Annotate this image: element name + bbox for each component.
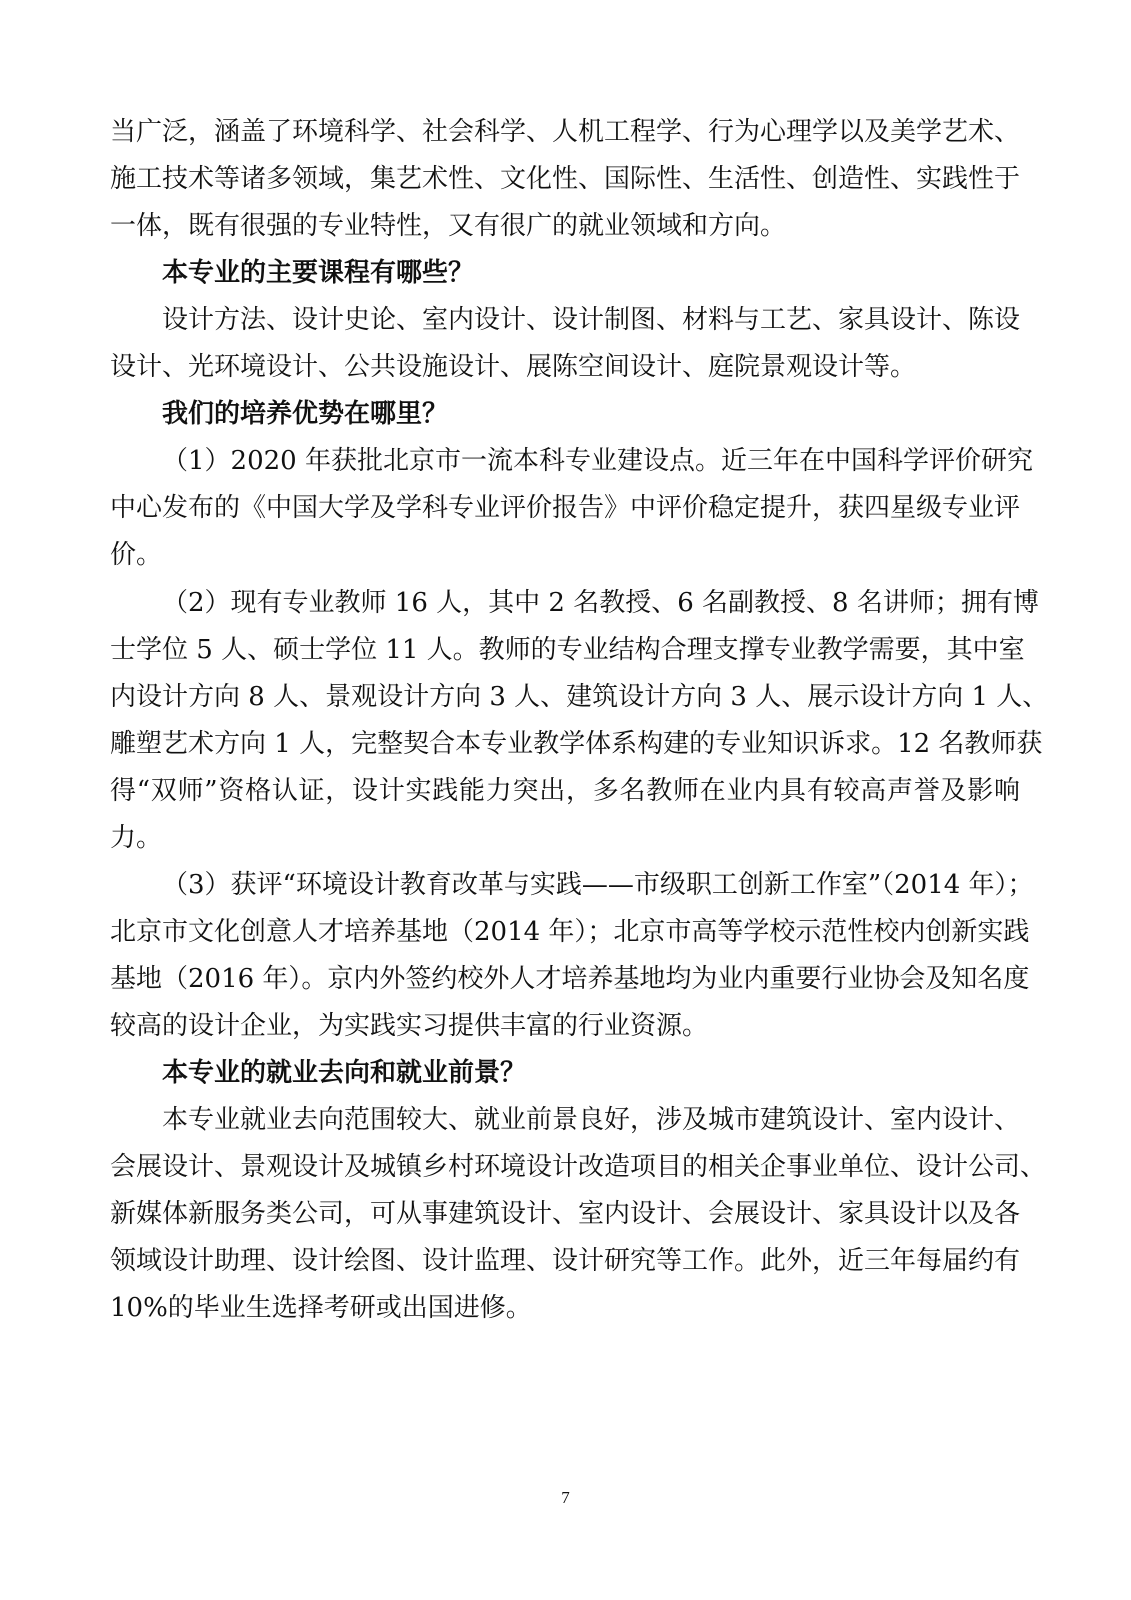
advantage-2-line-1: （2）现有专业教师 16 人，其中 2 名教授、6 名副教授、8 名讲师；拥有博 — [162, 588, 1039, 618]
page-number: 7 — [561, 1488, 570, 1507]
advantage-2-line-4: 雕塑艺术方向 1 人，完整契合本专业教学体系构建的专业知识诉求。12 名教师获 — [110, 729, 1043, 759]
advantage-1-line-2: 中心发布的《中国大学及学科专业评价报告》中评价稳定提升，获四星级专业评 — [110, 493, 1021, 523]
advantage-2-line-2: 士学位 5 人、硕士学位 11 人。教师的专业结构合理支撑专业教学需要，其中室 — [110, 635, 1025, 665]
heading-employment: 本专业的就业去向和就业前景？ — [162, 1058, 527, 1088]
advantage-1-line-3: 价。 — [110, 540, 163, 570]
intro-line-3: 一体，既有很强的专业特性，又有很广的就业领域和方向。 — [110, 211, 787, 241]
advantage-2-line-3: 内设计方向 8 人、景观设计方向 3 人、建筑设计方向 3 人、展示设计方向 1 人、 — [110, 682, 1049, 712]
advantage-3-line-3: 基地（2016 年）。京内外签约校外人才培养基地均为业内重要行业协会及知名度 — [110, 964, 1030, 994]
heading-advantages: 我们的培养优势在哪里？ — [162, 399, 449, 429]
employment-line-2: 会展设计、景观设计及城镇乡村环境设计改造项目的相关企事业单位、设计公司、 — [110, 1152, 1047, 1182]
intro-line-2: 施工技术等诸多领域，集艺术性、文化性、国际性、生活性、创造性、实践性于 — [110, 164, 1021, 194]
advantage-2-line-5: 得“双师”资格认证，设计实践能力突出，多名教师在业内具有较高声誉及影响 — [110, 776, 1020, 806]
employment-line-5: 10%的毕业生选择考研或出国进修。 — [110, 1293, 532, 1323]
courses-line-2: 设计、光环境设计、公共设施设计、展陈空间设计、庭院景观设计等。 — [110, 352, 917, 382]
heading-courses: 本专业的主要课程有哪些？ — [162, 258, 475, 288]
employment-line-1: 本专业就业去向范围较大、就业前景良好，涉及城市建筑设计、室内设计、 — [162, 1105, 1021, 1135]
advantage-3-line-4: 较高的设计企业，为实践实习提供丰富的行业资源。 — [110, 1011, 709, 1041]
advantage-3-line-1: （3）获评“环境设计教育改革与实践——市级职工创新工作室”（2014 年）； — [162, 870, 1034, 900]
advantage-1-line-1: （1）2020 年获批北京市一流本科专业建设点。近三年在中国科学评价研究 — [162, 446, 1033, 476]
advantage-3-line-2: 北京市文化创意人才培养基地（2014 年）；北京市高等学校示范性校内创新实践 — [110, 917, 1030, 947]
employment-line-4: 领域设计助理、设计绘图、设计监理、设计研究等工作。此外，近三年每届约有 — [110, 1246, 1021, 1276]
intro-line-1: 当广泛，涵盖了环境科学、社会科学、人机工程学、行为心理学以及美学艺术、 — [110, 117, 1021, 147]
courses-line-1: 设计方法、设计史论、室内设计、设计制图、材料与工艺、家具设计、陈设 — [162, 305, 1021, 335]
advantage-2-line-6: 力。 — [110, 823, 163, 853]
employment-line-3: 新媒体新服务类公司，可从事建筑设计、室内设计、会展设计、家具设计以及各 — [110, 1199, 1021, 1229]
